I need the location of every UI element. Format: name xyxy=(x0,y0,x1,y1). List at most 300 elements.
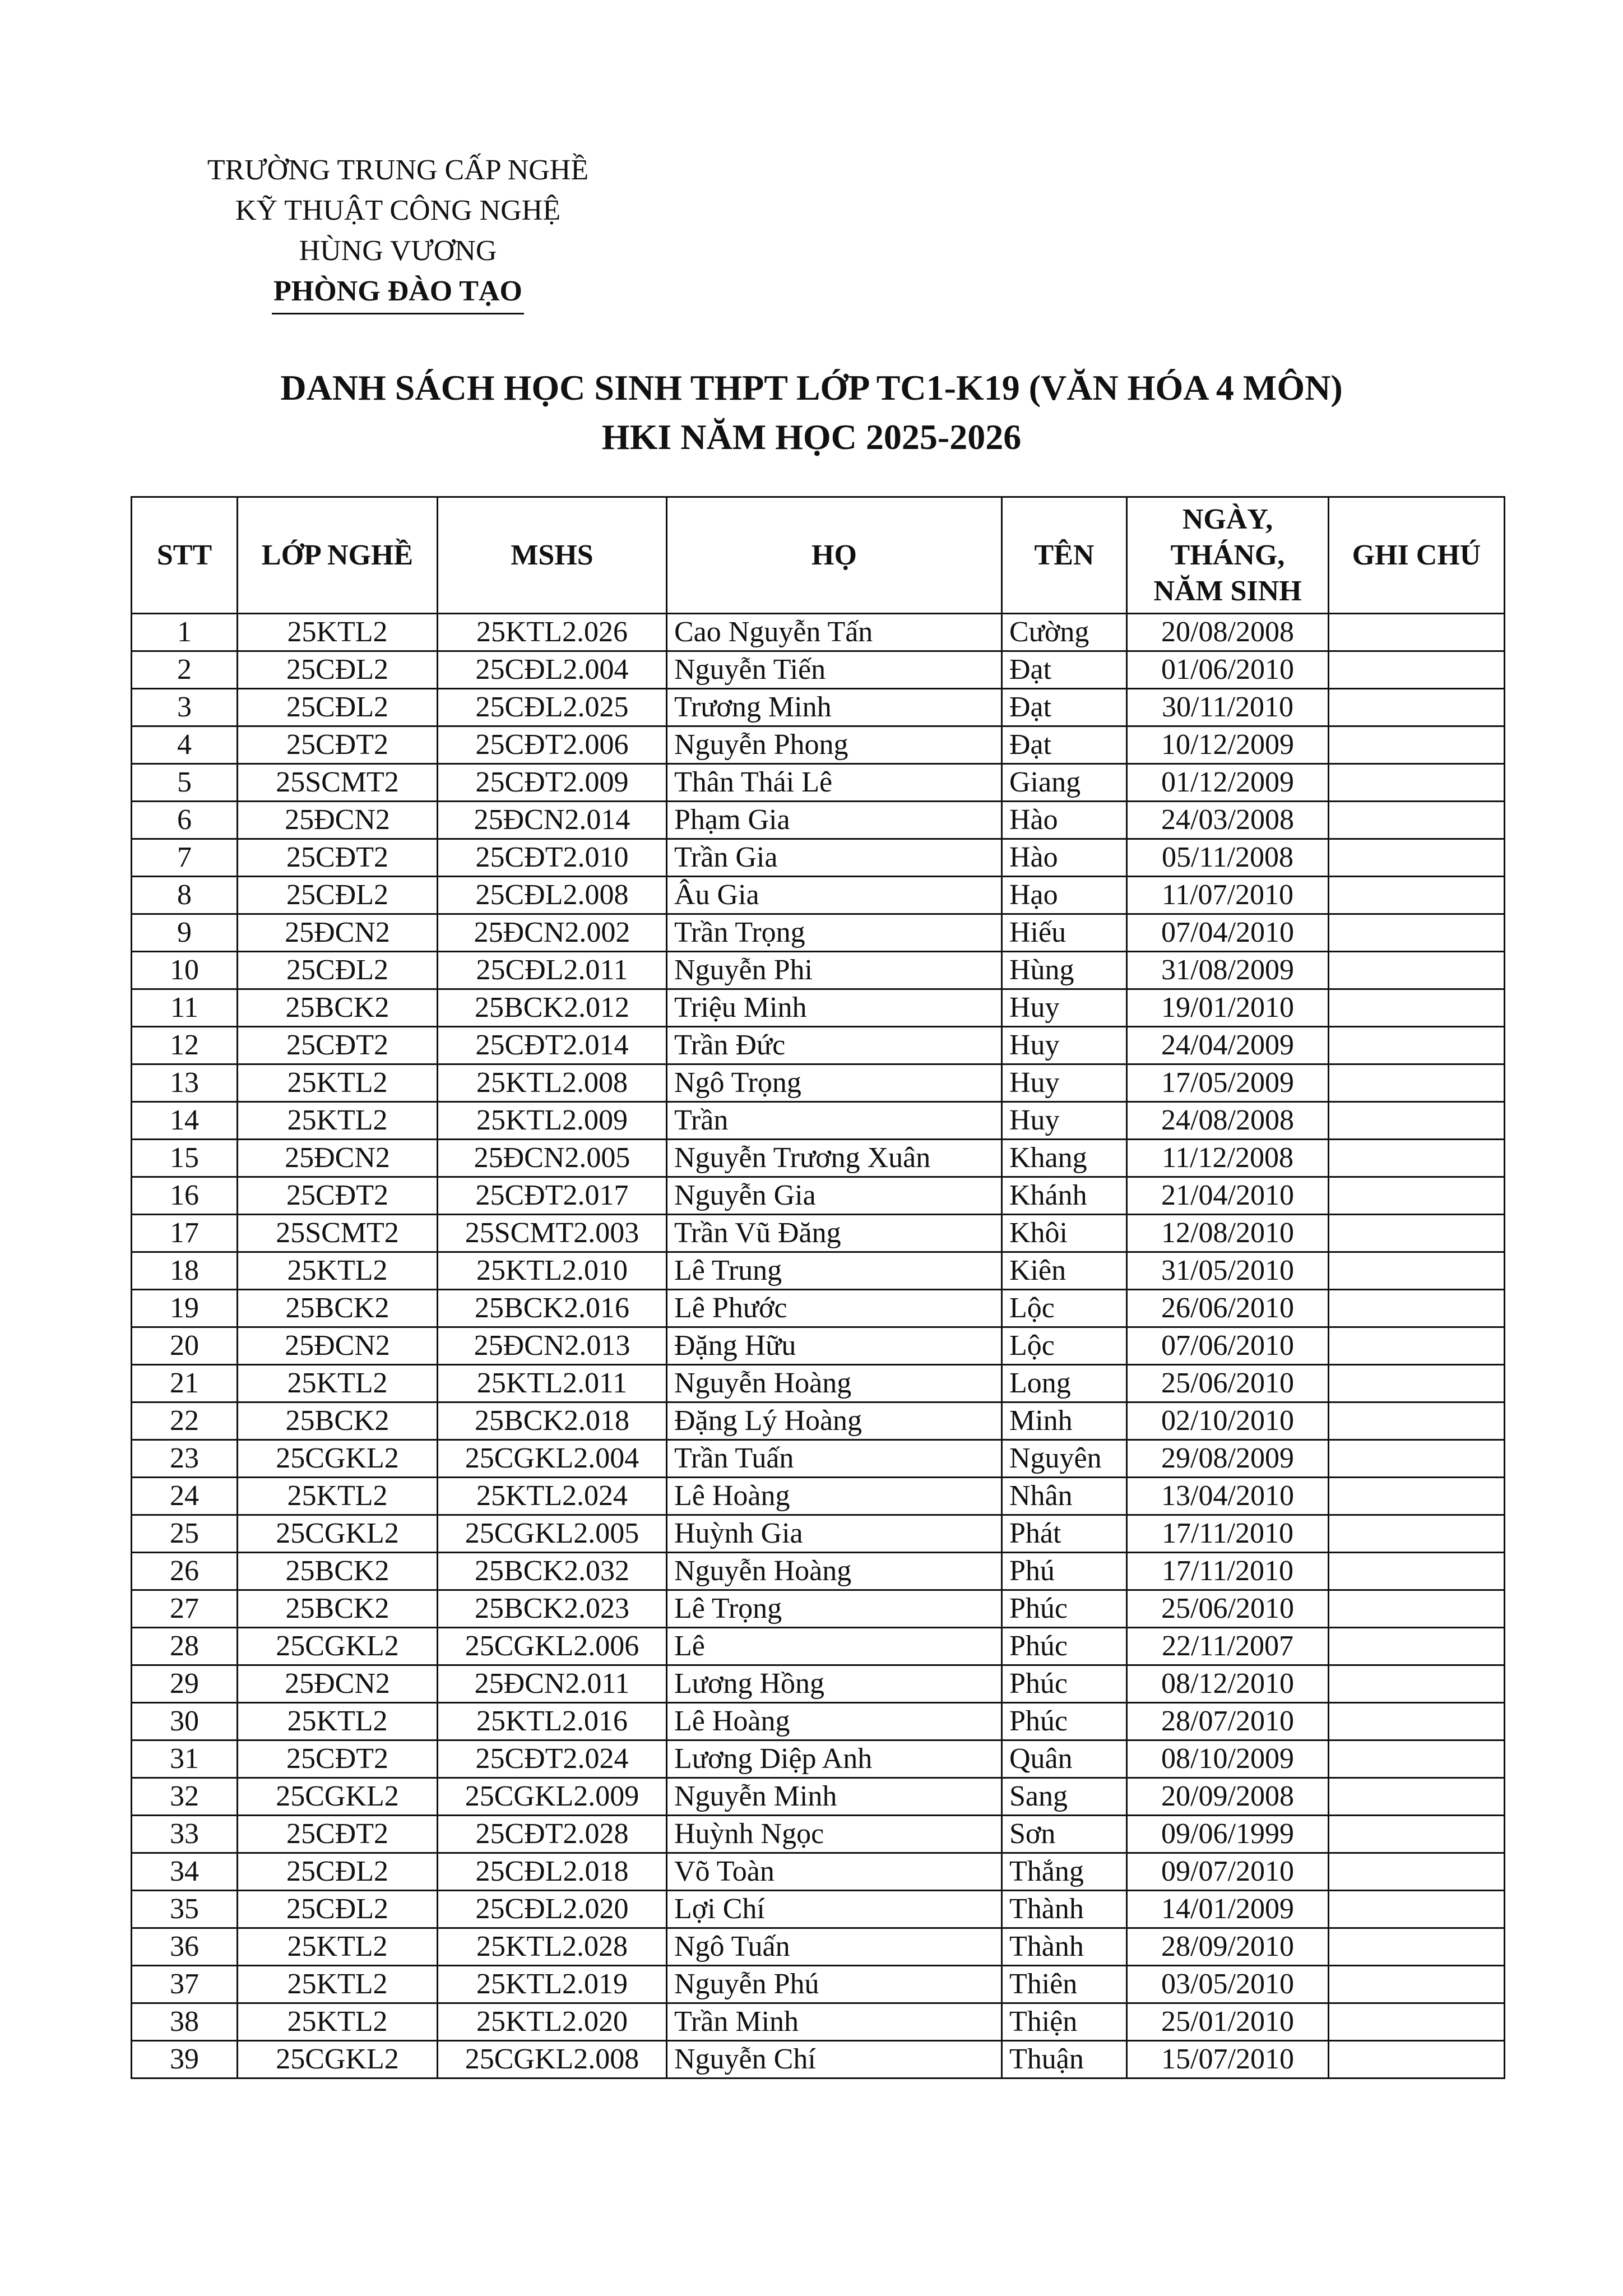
cell-lop-nghe: 25CĐL2 xyxy=(238,1853,438,1891)
cell-stt: 13 xyxy=(132,1064,238,1102)
cell-ho: Cao Nguyễn Tấn xyxy=(667,614,1002,651)
cell-mshs: 25ĐCN2.013 xyxy=(438,1327,667,1365)
cell-lop-nghe: 25CGKL2 xyxy=(238,1515,438,1553)
cell-ten: Phát xyxy=(1002,1515,1127,1553)
cell-ngay-sinh: 28/09/2010 xyxy=(1127,1928,1329,1966)
cell-lop-nghe: 25BCK2 xyxy=(238,1590,438,1628)
cell-ho: Lương Diệp Anh xyxy=(667,1740,1002,1778)
cell-ngay-sinh: 12/08/2010 xyxy=(1127,1215,1329,1252)
cell-mshs: 25CĐT2.014 xyxy=(438,1027,667,1064)
table-row xyxy=(132,952,1505,989)
cell-lop-nghe: 25CĐL2 xyxy=(238,1891,438,1928)
cell-ghi-chu xyxy=(1329,1478,1505,1515)
cell-stt: 12 xyxy=(132,1027,238,1064)
cell-lop-nghe: 25BCK2 xyxy=(238,1402,438,1440)
cell-ngay-sinh: 25/06/2010 xyxy=(1127,1590,1329,1628)
table-row xyxy=(132,1327,1505,1365)
cell-ten: Lộc xyxy=(1002,1327,1127,1365)
cell-ngay-sinh: 19/01/2010 xyxy=(1127,989,1329,1027)
cell-ghi-chu xyxy=(1329,1966,1505,2003)
cell-mshs: 25KTL2.028 xyxy=(438,1928,667,1966)
table-row xyxy=(132,764,1505,802)
col-header-ngay-line-1: NGÀY, xyxy=(1182,503,1273,535)
cell-ngay-sinh: 11/12/2008 xyxy=(1127,1140,1329,1177)
cell-ho: Trần Vũ Đăng xyxy=(667,1215,1002,1252)
cell-ghi-chu xyxy=(1329,1816,1505,1853)
col-header-ghi-chu: GHI CHÚ xyxy=(1329,497,1505,614)
cell-ngay-sinh: 13/04/2010 xyxy=(1127,1478,1329,1515)
cell-stt: 25 xyxy=(132,1515,238,1553)
cell-mshs: 25BCK2.032 xyxy=(438,1553,667,1590)
cell-ten: Phú xyxy=(1002,1553,1127,1590)
cell-ngay-sinh: 10/12/2009 xyxy=(1127,726,1329,764)
cell-ghi-chu xyxy=(1329,1440,1505,1478)
cell-ten: Long xyxy=(1002,1365,1127,1402)
cell-stt: 28 xyxy=(132,1628,238,1665)
cell-ghi-chu xyxy=(1329,839,1505,877)
cell-ghi-chu xyxy=(1329,952,1505,989)
cell-mshs: 25CGKL2.009 xyxy=(438,1778,667,1816)
school-header xyxy=(140,150,656,314)
table-row xyxy=(132,2003,1505,2041)
table-row xyxy=(132,1966,1505,2003)
cell-ghi-chu xyxy=(1329,1027,1505,1064)
cell-ghi-chu xyxy=(1329,1740,1505,1778)
cell-lop-nghe: 25BCK2 xyxy=(238,1553,438,1590)
cell-mshs: 25CĐT2.009 xyxy=(438,764,667,802)
cell-stt: 11 xyxy=(132,989,238,1027)
cell-ho: Nguyễn Phong xyxy=(667,726,1002,764)
cell-lop-nghe: 25CGKL2 xyxy=(238,1778,438,1816)
cell-ho: Nguyễn Chí xyxy=(667,2041,1002,2079)
cell-ngay-sinh: 05/11/2008 xyxy=(1127,839,1329,877)
cell-stt: 2 xyxy=(132,651,238,689)
cell-ngay-sinh: 29/08/2009 xyxy=(1127,1440,1329,1478)
cell-ho: Trần xyxy=(667,1102,1002,1140)
cell-ngay-sinh: 30/11/2010 xyxy=(1127,689,1329,726)
cell-ngay-sinh: 07/04/2010 xyxy=(1127,914,1329,952)
col-header-ten: TÊN xyxy=(1002,497,1127,614)
cell-ho: Nguyễn Minh xyxy=(667,1778,1002,1816)
cell-ten: Cường xyxy=(1002,614,1127,651)
school-line-3: HÙNG VƯƠNG xyxy=(299,235,497,267)
cell-stt: 36 xyxy=(132,1928,238,1966)
cell-stt: 15 xyxy=(132,1140,238,1177)
cell-ghi-chu xyxy=(1329,614,1505,651)
cell-stt: 16 xyxy=(132,1177,238,1215)
cell-ten: Hiếu xyxy=(1002,914,1127,952)
cell-ten: Sơn xyxy=(1002,1816,1127,1853)
cell-mshs: 25KTL2.026 xyxy=(438,614,667,651)
cell-ngay-sinh: 07/06/2010 xyxy=(1127,1327,1329,1365)
cell-ngay-sinh: 09/06/1999 xyxy=(1127,1816,1329,1853)
cell-mshs: 25ĐCN2.005 xyxy=(438,1140,667,1177)
school-line-2: KỸ THUẬT CÔNG NGHỆ xyxy=(235,195,561,226)
cell-ten: Hạo xyxy=(1002,877,1127,914)
cell-lop-nghe: 25BCK2 xyxy=(238,1290,438,1327)
cell-lop-nghe: 25KTL2 xyxy=(238,1102,438,1140)
cell-mshs: 25CGKL2.006 xyxy=(438,1628,667,1665)
cell-stt: 14 xyxy=(132,1102,238,1140)
cell-ho: Lê Phước xyxy=(667,1290,1002,1327)
cell-ghi-chu xyxy=(1329,802,1505,839)
cell-ghi-chu xyxy=(1329,1140,1505,1177)
cell-mshs: 25CĐL2.025 xyxy=(438,689,667,726)
table-row xyxy=(132,1778,1505,1816)
col-header-ho: HỌ xyxy=(667,497,1002,614)
cell-stt: 6 xyxy=(132,802,238,839)
cell-ghi-chu xyxy=(1329,651,1505,689)
cell-stt: 20 xyxy=(132,1327,238,1365)
document-title xyxy=(0,363,1623,462)
cell-ghi-chu xyxy=(1329,1515,1505,1553)
cell-ten: Thành xyxy=(1002,1928,1127,1966)
cell-mshs: 25BCK2.012 xyxy=(438,989,667,1027)
cell-mshs: 25KTL2.019 xyxy=(438,1966,667,2003)
cell-ten: Hùng xyxy=(1002,952,1127,989)
cell-ngay-sinh: 03/05/2010 xyxy=(1127,1966,1329,2003)
cell-lop-nghe: 25CGKL2 xyxy=(238,2041,438,2079)
cell-ten: Huy xyxy=(1002,1027,1127,1064)
cell-ho: Nguyễn Hoàng xyxy=(667,1553,1002,1590)
table-header-row xyxy=(132,497,1505,614)
cell-mshs: 25ĐCN2.002 xyxy=(438,914,667,952)
cell-lop-nghe: 25CĐL2 xyxy=(238,952,438,989)
table-row xyxy=(132,1064,1505,1102)
cell-lop-nghe: 25CĐT2 xyxy=(238,1740,438,1778)
cell-ho: Trương Minh xyxy=(667,689,1002,726)
cell-lop-nghe: 25CĐL2 xyxy=(238,877,438,914)
cell-ghi-chu xyxy=(1329,1215,1505,1252)
cell-lop-nghe: 25KTL2 xyxy=(238,1928,438,1966)
table-row xyxy=(132,2041,1505,2079)
cell-ten: Giang xyxy=(1002,764,1127,802)
cell-stt: 17 xyxy=(132,1215,238,1252)
cell-ten: Minh xyxy=(1002,1402,1127,1440)
table-row xyxy=(132,614,1505,651)
cell-mshs: 25CĐL2.008 xyxy=(438,877,667,914)
col-header-ngay-sinh xyxy=(1127,497,1329,614)
student-list-table xyxy=(131,496,1505,2079)
cell-lop-nghe: 25CĐT2 xyxy=(238,1177,438,1215)
table-row xyxy=(132,1740,1505,1778)
cell-mshs: 25BCK2.016 xyxy=(438,1290,667,1327)
cell-ten: Huy xyxy=(1002,1102,1127,1140)
table-row xyxy=(132,1891,1505,1928)
cell-lop-nghe: 25ĐCN2 xyxy=(238,1327,438,1365)
table-row xyxy=(132,1365,1505,1402)
cell-lop-nghe: 25KTL2 xyxy=(238,1252,438,1290)
table-row xyxy=(132,1027,1505,1064)
cell-ngay-sinh: 24/03/2008 xyxy=(1127,802,1329,839)
cell-mshs: 25BCK2.018 xyxy=(438,1402,667,1440)
cell-stt: 29 xyxy=(132,1665,238,1703)
cell-ho: Trần Trọng xyxy=(667,914,1002,952)
cell-lop-nghe: 25CĐT2 xyxy=(238,1027,438,1064)
cell-ten: Phúc xyxy=(1002,1628,1127,1665)
cell-ten: Sang xyxy=(1002,1778,1127,1816)
cell-ghi-chu xyxy=(1329,914,1505,952)
table-row xyxy=(132,1177,1505,1215)
cell-ten: Nhân xyxy=(1002,1478,1127,1515)
cell-ngay-sinh: 24/08/2008 xyxy=(1127,1102,1329,1140)
cell-mshs: 25CGKL2.004 xyxy=(438,1440,667,1478)
cell-stt: 10 xyxy=(132,952,238,989)
cell-mshs: 25CĐL2.020 xyxy=(438,1891,667,1928)
cell-mshs: 25KTL2.020 xyxy=(438,2003,667,2041)
cell-ho: Đặng Lý Hoàng xyxy=(667,1402,1002,1440)
table-row xyxy=(132,1853,1505,1891)
cell-ghi-chu xyxy=(1329,1553,1505,1590)
cell-ngay-sinh: 22/11/2007 xyxy=(1127,1628,1329,1665)
cell-stt: 27 xyxy=(132,1590,238,1628)
cell-ho: Thân Thái Lê xyxy=(667,764,1002,802)
cell-ten: Thuận xyxy=(1002,2041,1127,2079)
cell-ho: Huỳnh Gia xyxy=(667,1515,1002,1553)
cell-ngay-sinh: 24/04/2009 xyxy=(1127,1027,1329,1064)
cell-ghi-chu xyxy=(1329,1590,1505,1628)
cell-ngay-sinh: 08/12/2010 xyxy=(1127,1665,1329,1703)
cell-mshs: 25KTL2.010 xyxy=(438,1252,667,1290)
table-row xyxy=(132,1553,1505,1590)
cell-lop-nghe: 25CĐT2 xyxy=(238,839,438,877)
cell-stt: 9 xyxy=(132,914,238,952)
cell-ho: Trần Gia xyxy=(667,839,1002,877)
cell-ghi-chu xyxy=(1329,1853,1505,1891)
cell-ten: Khánh xyxy=(1002,1177,1127,1215)
cell-mshs: 25CGKL2.008 xyxy=(438,2041,667,2079)
cell-ngay-sinh: 09/07/2010 xyxy=(1127,1853,1329,1891)
cell-ghi-chu xyxy=(1329,726,1505,764)
cell-ngay-sinh: 08/10/2009 xyxy=(1127,1740,1329,1778)
cell-ho: Lương Hồng xyxy=(667,1665,1002,1703)
cell-ghi-chu xyxy=(1329,1891,1505,1928)
table-row xyxy=(132,1665,1505,1703)
cell-ghi-chu xyxy=(1329,1365,1505,1402)
cell-ten: Quân xyxy=(1002,1740,1127,1778)
cell-ngay-sinh: 01/12/2009 xyxy=(1127,764,1329,802)
table-body xyxy=(132,614,1505,2079)
cell-ngay-sinh: 11/07/2010 xyxy=(1127,877,1329,914)
cell-lop-nghe: 25CĐT2 xyxy=(238,1816,438,1853)
cell-ho: Đặng Hữu xyxy=(667,1327,1002,1365)
cell-ten: Đạt xyxy=(1002,689,1127,726)
cell-lop-nghe: 25CĐT2 xyxy=(238,726,438,764)
table-row xyxy=(132,1290,1505,1327)
cell-ngay-sinh: 25/01/2010 xyxy=(1127,2003,1329,2041)
cell-mshs: 25KTL2.016 xyxy=(438,1703,667,1740)
table-row xyxy=(132,1440,1505,1478)
table-row xyxy=(132,1590,1505,1628)
cell-lop-nghe: 25ĐCN2 xyxy=(238,1140,438,1177)
cell-stt: 4 xyxy=(132,726,238,764)
cell-ngay-sinh: 28/07/2010 xyxy=(1127,1703,1329,1740)
col-header-lop-nghe: LỚP NGHỀ xyxy=(238,497,438,614)
cell-ho: Ngô Trọng xyxy=(667,1064,1002,1102)
cell-stt: 34 xyxy=(132,1853,238,1891)
table-row xyxy=(132,1215,1505,1252)
cell-mshs: 25CĐT2.017 xyxy=(438,1177,667,1215)
table-row xyxy=(132,726,1505,764)
cell-ghi-chu xyxy=(1329,1064,1505,1102)
cell-ho: Lê xyxy=(667,1628,1002,1665)
cell-lop-nghe: 25KTL2 xyxy=(238,2003,438,2041)
cell-ho: Trần Đức xyxy=(667,1027,1002,1064)
cell-ghi-chu xyxy=(1329,1327,1505,1365)
cell-ten: Khôi xyxy=(1002,1215,1127,1252)
cell-ho: Nguyễn Gia xyxy=(667,1177,1002,1215)
cell-stt: 26 xyxy=(132,1553,238,1590)
cell-lop-nghe: 25SCMT2 xyxy=(238,764,438,802)
cell-ngay-sinh: 20/09/2008 xyxy=(1127,1778,1329,1816)
table-row xyxy=(132,989,1505,1027)
cell-ghi-chu xyxy=(1329,877,1505,914)
cell-stt: 24 xyxy=(132,1478,238,1515)
cell-ho: Phạm Gia xyxy=(667,802,1002,839)
cell-ho: Lê Hoàng xyxy=(667,1703,1002,1740)
cell-ten: Phúc xyxy=(1002,1665,1127,1703)
cell-ho: Trần Minh xyxy=(667,2003,1002,2041)
cell-ghi-chu xyxy=(1329,764,1505,802)
cell-ngay-sinh: 20/08/2008 xyxy=(1127,614,1329,651)
cell-ho: Võ Toàn xyxy=(667,1853,1002,1891)
cell-ghi-chu xyxy=(1329,1778,1505,1816)
cell-mshs: 25KTL2.011 xyxy=(438,1365,667,1402)
title-line-1: DANH SÁCH HỌC SINH THPT LỚP TC1-K19 (VĂN HÓA 4 MÔN) xyxy=(280,368,1343,408)
cell-ten: Thắng xyxy=(1002,1853,1127,1891)
cell-mshs: 25SCMT2.003 xyxy=(438,1215,667,1252)
table-row xyxy=(132,689,1505,726)
cell-ten: Phúc xyxy=(1002,1590,1127,1628)
cell-stt: 30 xyxy=(132,1703,238,1740)
cell-ho: Nguyễn Tiến xyxy=(667,651,1002,689)
cell-ho: Lê Hoàng xyxy=(667,1478,1002,1515)
cell-ghi-chu xyxy=(1329,1177,1505,1215)
cell-ho: Huỳnh Ngọc xyxy=(667,1816,1002,1853)
cell-lop-nghe: 25KTL2 xyxy=(238,1966,438,2003)
cell-ho: Lê Trọng xyxy=(667,1590,1002,1628)
cell-lop-nghe: 25BCK2 xyxy=(238,989,438,1027)
cell-ho: Nguyễn Trương Xuân xyxy=(667,1140,1002,1177)
cell-ghi-chu xyxy=(1329,2041,1505,2079)
cell-stt: 7 xyxy=(132,839,238,877)
cell-ghi-chu xyxy=(1329,689,1505,726)
department-name: PHÒNG ĐÀO TẠO xyxy=(273,275,522,307)
cell-ngay-sinh: 15/07/2010 xyxy=(1127,2041,1329,2079)
cell-ten: Lộc xyxy=(1002,1290,1127,1327)
cell-ten: Hào xyxy=(1002,839,1127,877)
cell-ho: Trần Tuấn xyxy=(667,1440,1002,1478)
cell-ngay-sinh: 02/10/2010 xyxy=(1127,1402,1329,1440)
cell-ngay-sinh: 14/01/2009 xyxy=(1127,1891,1329,1928)
title-line-2: HKI NĂM HỌC 2025-2026 xyxy=(601,417,1022,457)
cell-ten: Đạt xyxy=(1002,726,1127,764)
cell-stt: 21 xyxy=(132,1365,238,1402)
department-underline xyxy=(272,313,524,314)
cell-ho: Lợi Chí xyxy=(667,1891,1002,1928)
cell-ghi-chu xyxy=(1329,1252,1505,1290)
cell-ghi-chu xyxy=(1329,1102,1505,1140)
cell-stt: 37 xyxy=(132,1966,238,2003)
cell-ghi-chu xyxy=(1329,1290,1505,1327)
cell-ghi-chu xyxy=(1329,1665,1505,1703)
cell-ho: Âu Gia xyxy=(667,877,1002,914)
cell-ten: Phúc xyxy=(1002,1703,1127,1740)
cell-ghi-chu xyxy=(1329,2003,1505,2041)
cell-ten: Huy xyxy=(1002,989,1127,1027)
cell-ngay-sinh: 01/06/2010 xyxy=(1127,651,1329,689)
cell-ten: Kiên xyxy=(1002,1252,1127,1290)
cell-lop-nghe: 25KTL2 xyxy=(238,1478,438,1515)
cell-lop-nghe: 25CĐL2 xyxy=(238,651,438,689)
cell-lop-nghe: 25ĐCN2 xyxy=(238,914,438,952)
cell-mshs: 25BCK2.023 xyxy=(438,1590,667,1628)
cell-ngay-sinh: 17/05/2009 xyxy=(1127,1064,1329,1102)
table-row xyxy=(132,1515,1505,1553)
cell-ngay-sinh: 17/11/2010 xyxy=(1127,1515,1329,1553)
cell-ho: Nguyễn Phú xyxy=(667,1966,1002,2003)
cell-mshs: 25CĐL2.018 xyxy=(438,1853,667,1891)
cell-lop-nghe: 25KTL2 xyxy=(238,1064,438,1102)
cell-ho: Triệu Minh xyxy=(667,989,1002,1027)
cell-mshs: 25CĐL2.011 xyxy=(438,952,667,989)
col-header-stt: STT xyxy=(132,497,238,614)
cell-ngay-sinh: 31/08/2009 xyxy=(1127,952,1329,989)
cell-ghi-chu xyxy=(1329,1402,1505,1440)
cell-ho: Nguyễn Hoàng xyxy=(667,1365,1002,1402)
table-row xyxy=(132,1628,1505,1665)
cell-stt: 31 xyxy=(132,1740,238,1778)
cell-mshs: 25CGKL2.005 xyxy=(438,1515,667,1553)
cell-lop-nghe: 25ĐCN2 xyxy=(238,802,438,839)
col-header-ngay-line-3: NĂM SINH xyxy=(1153,575,1302,607)
table-row xyxy=(132,1928,1505,1966)
cell-lop-nghe: 25CGKL2 xyxy=(238,1440,438,1478)
cell-ho: Ngô Tuấn xyxy=(667,1928,1002,1966)
cell-stt: 33 xyxy=(132,1816,238,1853)
cell-ngay-sinh: 26/06/2010 xyxy=(1127,1290,1329,1327)
cell-stt: 32 xyxy=(132,1778,238,1816)
cell-stt: 18 xyxy=(132,1252,238,1290)
cell-mshs: 25ĐCN2.011 xyxy=(438,1665,667,1703)
cell-stt: 39 xyxy=(132,2041,238,2079)
cell-ngay-sinh: 25/06/2010 xyxy=(1127,1365,1329,1402)
cell-mshs: 25KTL2.008 xyxy=(438,1064,667,1102)
cell-mshs: 25CĐL2.004 xyxy=(438,651,667,689)
cell-ghi-chu xyxy=(1329,1628,1505,1665)
table-row xyxy=(132,1140,1505,1177)
cell-stt: 1 xyxy=(132,614,238,651)
cell-lop-nghe: 25CGKL2 xyxy=(238,1628,438,1665)
cell-stt: 5 xyxy=(132,764,238,802)
col-header-ngay-line-2: THÁNG, xyxy=(1170,539,1285,571)
cell-ghi-chu xyxy=(1329,989,1505,1027)
cell-lop-nghe: 25ĐCN2 xyxy=(238,1665,438,1703)
cell-mshs: 25KTL2.024 xyxy=(438,1478,667,1515)
cell-ten: Thiện xyxy=(1002,2003,1127,2041)
cell-ten: Thành xyxy=(1002,1891,1127,1928)
cell-lop-nghe: 25CĐL2 xyxy=(238,689,438,726)
cell-stt: 35 xyxy=(132,1891,238,1928)
cell-stt: 23 xyxy=(132,1440,238,1478)
table-row xyxy=(132,1252,1505,1290)
cell-mshs: 25CĐT2.006 xyxy=(438,726,667,764)
cell-ten: Hào xyxy=(1002,802,1127,839)
cell-stt: 19 xyxy=(132,1290,238,1327)
table-row xyxy=(132,1703,1505,1740)
table-row xyxy=(132,1402,1505,1440)
cell-stt: 22 xyxy=(132,1402,238,1440)
